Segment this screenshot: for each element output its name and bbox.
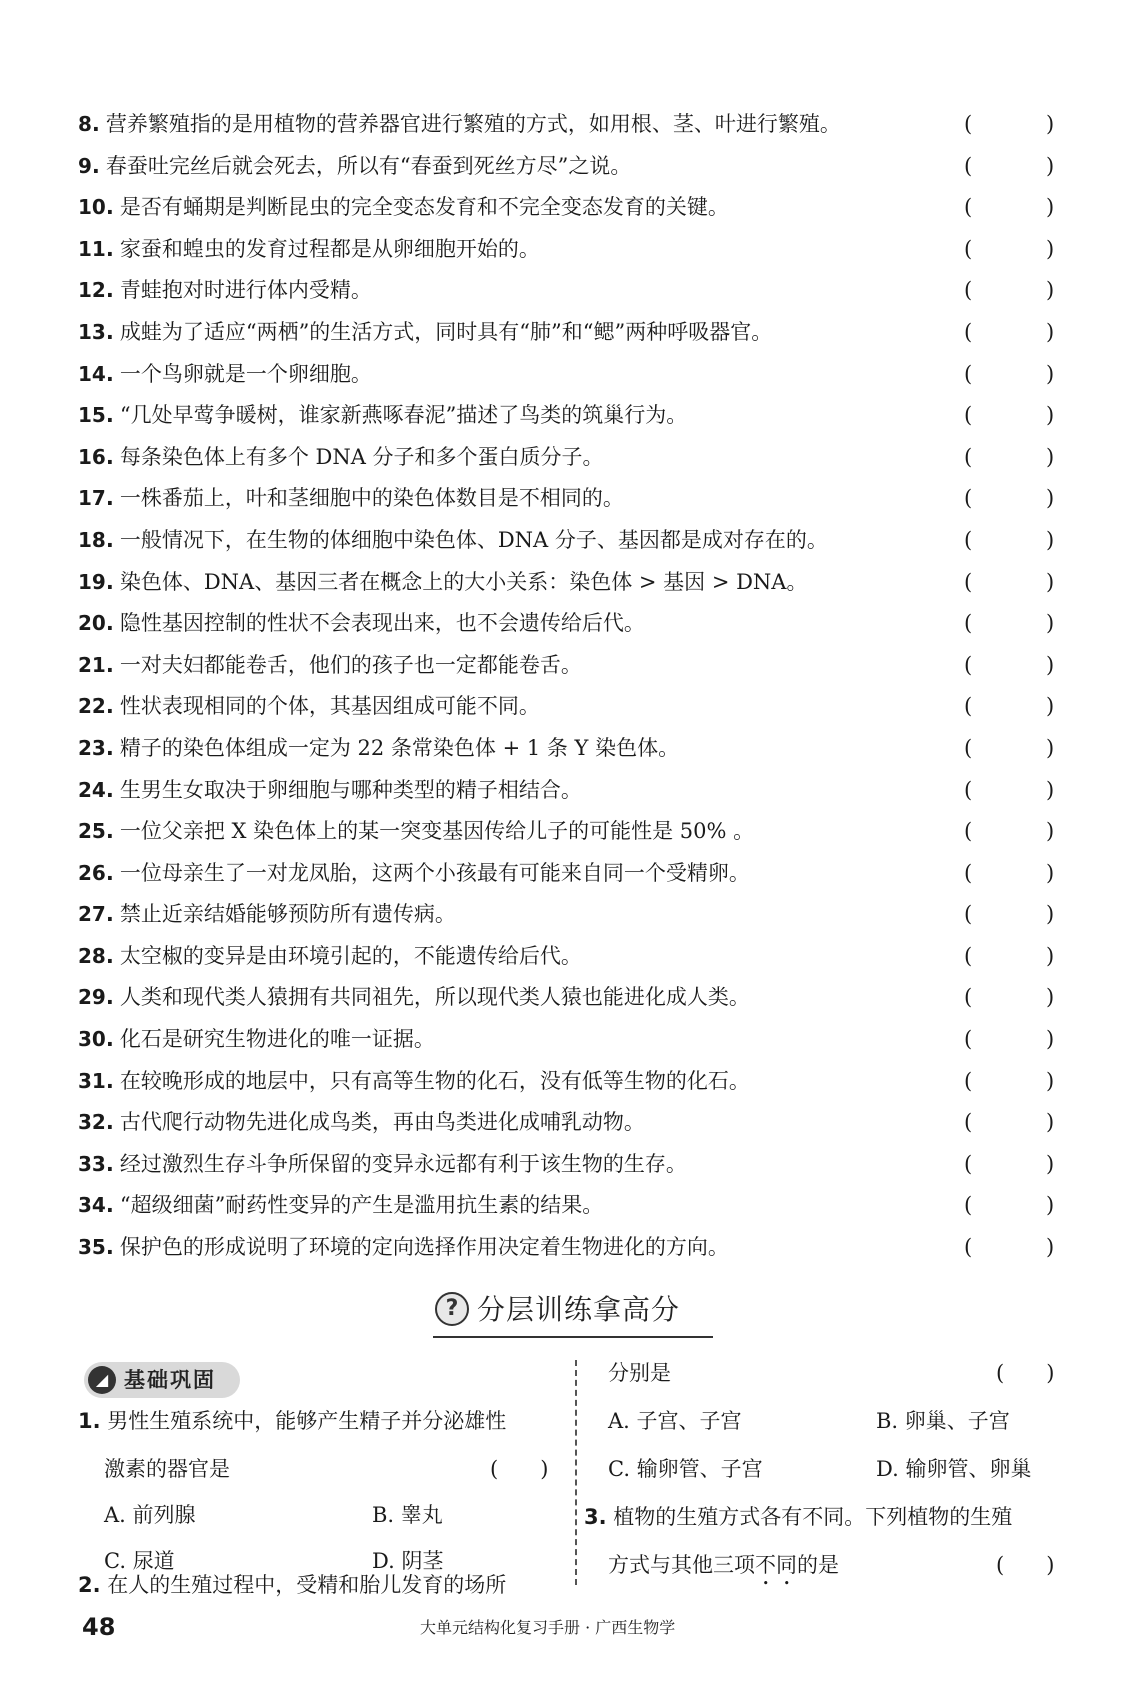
statement-text: 一位父亲把 X 染色体上的某一突变基因传给儿子的可能性是 50% 。 xyxy=(119,819,755,844)
statement-number-dot: . xyxy=(105,569,114,594)
statement-number-dot: . xyxy=(105,195,114,220)
statement-number: 11 xyxy=(78,236,106,261)
answer-paren-open: ( xyxy=(964,569,973,594)
statement-number-dot: . xyxy=(105,486,114,511)
answer-paren-close: ) xyxy=(1046,486,1055,511)
statement-number-dot: . xyxy=(105,860,114,885)
statement-number-dot: . xyxy=(91,112,100,136)
answer-paren-open: ( xyxy=(964,652,973,677)
statement-number: 27 xyxy=(78,902,106,927)
answer-paren-open: ( xyxy=(964,444,973,469)
statement-item xyxy=(78,437,1068,479)
statement-text: 一对夫妇都能卷舌，他们的孩子也一定都能卷舌。 xyxy=(119,652,582,677)
answer-paren-open: ( xyxy=(964,278,973,303)
statement-number-dot: . xyxy=(105,735,114,760)
section-title: 分层训练拿高分 xyxy=(477,1293,681,1326)
statement-item xyxy=(78,1061,1068,1103)
question-3-line1 xyxy=(584,1502,1012,1532)
answer-paren-open: ( xyxy=(964,1193,973,1218)
answer-paren-open: ( xyxy=(964,486,973,511)
statement-text: 隐性基因控制的性状不会表现出来，也不会遗传给后代。 xyxy=(119,611,645,636)
statement-item xyxy=(78,977,1068,1019)
statement-item xyxy=(78,520,1068,562)
statement-item xyxy=(78,270,1068,312)
statement-number: 30 xyxy=(78,1027,106,1052)
statement-number: 15 xyxy=(78,403,106,428)
statement-number-dot: . xyxy=(105,1027,114,1052)
answer-paren-close: ) xyxy=(1046,319,1055,344)
answer-paren-close: ) xyxy=(1046,860,1055,885)
statement-item xyxy=(78,395,1068,437)
statement-item xyxy=(78,354,1068,396)
answer-paren-open: ( xyxy=(964,985,973,1010)
statement-number: 26 xyxy=(78,860,106,885)
question-1-line1 xyxy=(78,1406,506,1436)
answer-paren-close: ) xyxy=(1046,444,1055,469)
answer-paren: ( ) xyxy=(996,1553,1055,1577)
statement-item xyxy=(78,645,1068,687)
answer-paren-close: ) xyxy=(1046,1110,1055,1135)
option-a xyxy=(104,1500,196,1530)
option-letter: C. xyxy=(608,1457,630,1481)
statement-number-dot: . xyxy=(105,527,114,552)
column-divider xyxy=(575,1360,577,1585)
statement-item xyxy=(78,229,1068,271)
answer-paren-open: ( xyxy=(964,1027,973,1052)
statement-item xyxy=(78,146,1068,188)
answer-paren-open: ( xyxy=(964,1151,973,1176)
statement-text: 人类和现代类人猿拥有共同祖先，所以现代类人猿也能进化成人类。 xyxy=(119,985,750,1010)
answer-paren-close: ) xyxy=(1046,1027,1055,1052)
statement-item xyxy=(78,1185,1068,1227)
statement-number: 34 xyxy=(78,1193,106,1218)
statement-text: 营养繁殖指的是用植物的营养器官进行繁殖的方式，如用根、茎、叶进行繁殖。 xyxy=(105,112,841,136)
answer-paren: ( ) xyxy=(490,1457,549,1481)
answer-paren-close: ) xyxy=(1046,195,1055,220)
question-2-line2: 分别是 xyxy=(608,1361,671,1385)
answer-paren-open: ( xyxy=(964,1110,973,1135)
statement-text: 古代爬行动物先进化成鸟类，再由鸟类进化成哺乳动物。 xyxy=(119,1110,645,1135)
statement-number: 20 xyxy=(78,611,106,636)
statement-item xyxy=(78,1102,1068,1144)
page-number: 48 xyxy=(82,1613,116,1641)
option-text: 卵巢、子宫 xyxy=(904,1409,1010,1433)
statement-number-dot: . xyxy=(105,361,114,386)
answer-paren-close: ) xyxy=(1046,527,1055,552)
answer-paren-close: ) xyxy=(1046,569,1055,594)
answer-paren-open: ( xyxy=(964,236,973,261)
statement-text: 一株番茄上，叶和茎细胞中的染色体数目是不相同的。 xyxy=(119,486,624,511)
answer-paren-close: ) xyxy=(1046,1193,1055,1218)
question-text: 的是 xyxy=(797,1553,839,1577)
statement-item xyxy=(78,686,1068,728)
statement-number: 14 xyxy=(78,361,106,386)
statement-number: 13 xyxy=(78,319,106,344)
statement-item xyxy=(78,770,1068,812)
statement-number: 29 xyxy=(78,985,106,1010)
statement-text: 一个鸟卵就是一个卵细胞。 xyxy=(119,361,372,386)
statement-item xyxy=(78,1019,1068,1061)
option-letter: B. xyxy=(876,1409,899,1433)
answer-paren-close: ) xyxy=(1046,777,1055,802)
option-letter: B. xyxy=(372,1503,395,1527)
answer-paren-close: ) xyxy=(1046,1235,1055,1260)
statement-text: 在较晚形成的地层中，只有高等生物的化石，没有低等生物的化石。 xyxy=(119,1068,750,1093)
statement-item xyxy=(78,853,1068,895)
question-text: 在人的生殖过程中，受精和胎儿发育的场所 xyxy=(107,1573,507,1597)
statement-text: 经过激烈生存斗争所保留的变异永远都有利于该生物的生存。 xyxy=(119,1151,687,1176)
statement-item xyxy=(78,187,1068,229)
answer-paren-open: ( xyxy=(964,943,973,968)
statement-item xyxy=(78,936,1068,978)
statement-number-dot: . xyxy=(105,236,114,261)
question-number: 2. xyxy=(78,1573,101,1597)
answer-paren-close: ) xyxy=(1046,735,1055,760)
statement-text: 春蚕吐完丝后就会死去，所以有“春蚕到死丝方尽”之说。 xyxy=(105,153,632,178)
statement-number-dot: . xyxy=(105,1193,114,1218)
stairs-icon: ◢ xyxy=(88,1366,116,1394)
statement-text: 成蛙为了适应“两栖”的生活方式，同时具有“肺”和“鳃”两种呼吸器官。 xyxy=(119,319,773,344)
option-b xyxy=(372,1500,443,1530)
statement-text: 青蛙抱对时进行体内受精。 xyxy=(119,278,372,303)
statement-number: 9 xyxy=(78,153,92,178)
statement-number-dot: . xyxy=(105,943,114,968)
statement-text: “几处早莺争暖树，谁家新燕啄春泥”描述了鸟类的筑巢行为。 xyxy=(119,403,688,428)
answer-paren-open: ( xyxy=(964,902,973,927)
statement-number: 35 xyxy=(78,1235,106,1260)
statement-number: 21 xyxy=(78,652,106,677)
answer-paren-open: ( xyxy=(964,319,973,344)
answer-paren-close: ) xyxy=(1046,361,1055,386)
statement-number: 10 xyxy=(78,195,106,220)
statement-number-dot: . xyxy=(105,278,114,303)
footer-text: 大单元结构化复习手册 · 广西生物学 xyxy=(420,1618,676,1637)
option-letter: D. xyxy=(876,1457,899,1481)
statement-number-dot: . xyxy=(105,611,114,636)
answer-paren-open: ( xyxy=(964,860,973,885)
answer-paren-open: ( xyxy=(964,112,973,136)
statement-item xyxy=(78,1227,1068,1269)
answer-paren-close: ) xyxy=(1046,943,1055,968)
statement-number-dot: . xyxy=(105,902,114,927)
statement-item xyxy=(78,562,1068,604)
statement-text: 化石是研究生物进化的唯一证据。 xyxy=(119,1027,435,1052)
statement-text: 精子的染色体组成一定为 22 条常染色体 + 1 条 Y 染色体。 xyxy=(119,735,680,760)
statement-text: 染色体、DNA、基因三者在概念上的大小关系：染色体 > 基因 > DNA。 xyxy=(119,569,808,594)
answer-paren-close: ) xyxy=(1046,403,1055,428)
answer-paren-open: ( xyxy=(964,777,973,802)
answer-paren-close: ) xyxy=(1046,652,1055,677)
statement-item xyxy=(78,1144,1068,1186)
option-letter: A. xyxy=(608,1409,630,1433)
answer-paren-open: ( xyxy=(964,195,973,220)
answer-paren-open: ( xyxy=(964,1068,973,1093)
statement-text: 禁止近亲结婚能够预防所有遗传病。 xyxy=(119,902,456,927)
statement-number: 19 xyxy=(78,569,106,594)
option-a xyxy=(608,1406,742,1436)
statement-number-dot: . xyxy=(105,985,114,1010)
statement-text: 保护色的形成说明了环境的定向选择作用决定着生物进化的方向。 xyxy=(119,1235,729,1260)
answer-paren-close: ) xyxy=(1046,1151,1055,1176)
statement-number-dot: . xyxy=(105,819,114,844)
option-text: 尿道 xyxy=(132,1549,175,1573)
option-letter: A. xyxy=(104,1503,126,1527)
statement-number-dot: . xyxy=(105,1235,114,1260)
option-text: 前列腺 xyxy=(132,1503,196,1527)
answer-paren-close: ) xyxy=(1046,694,1055,719)
true-false-list xyxy=(78,104,1068,1269)
question-3-line2 xyxy=(608,1550,839,1590)
statement-text: 每条染色体上有多个 DNA 分子和多个蛋白质分子。 xyxy=(119,444,604,469)
answer-paren-close: ) xyxy=(1046,902,1055,927)
statement-number: 24 xyxy=(78,777,106,802)
answer-paren-close: ) xyxy=(1046,278,1055,303)
statement-text: 一般情况下，在生物的体细胞中染色体、DNA 分子、基因都是成对存在的。 xyxy=(119,527,828,552)
option-text: 子宫、子宫 xyxy=(636,1409,742,1433)
statement-item xyxy=(78,603,1068,645)
answer-paren: ( ) xyxy=(996,1361,1055,1385)
statement-number-dot: . xyxy=(105,652,114,677)
answer-paren-close: ) xyxy=(1046,985,1055,1010)
statement-number: 8 xyxy=(78,112,92,136)
option-c xyxy=(608,1454,763,1484)
answer-paren-close: ) xyxy=(1046,819,1055,844)
statement-item xyxy=(78,894,1068,936)
option-text: 输卵管、卵巢 xyxy=(905,1457,1032,1481)
statement-text: 家蚕和蝗虫的发育过程都是从卵细胞开始的。 xyxy=(119,236,540,261)
option-text: 阴茎 xyxy=(401,1549,444,1573)
statement-item xyxy=(78,811,1068,853)
statement-item xyxy=(78,312,1068,354)
question-2-line1 xyxy=(78,1570,506,1600)
option-text: 输卵管、子宫 xyxy=(636,1457,763,1481)
statement-text: 性状表现相同的个体，其基因组成可能不同。 xyxy=(119,694,540,719)
statement-number-dot: . xyxy=(91,153,100,178)
statement-number: 25 xyxy=(78,819,106,844)
statement-item xyxy=(78,478,1068,520)
statement-number-dot: . xyxy=(105,694,114,719)
statement-number: 23 xyxy=(78,735,106,760)
question-text: 方式与其他三项 xyxy=(608,1553,755,1577)
question-number: 3. xyxy=(584,1505,607,1529)
statement-number: 18 xyxy=(78,527,106,552)
statement-number-dot: . xyxy=(105,777,114,802)
answer-paren-open: ( xyxy=(964,694,973,719)
option-b xyxy=(876,1406,1010,1436)
statement-number: 16 xyxy=(78,444,106,469)
question-circle-icon: ? xyxy=(435,1292,469,1326)
answer-paren-open: ( xyxy=(964,527,973,552)
badge-label: 基础巩固 xyxy=(124,1368,216,1392)
question-number: 1. xyxy=(78,1409,101,1433)
statement-number-dot: . xyxy=(105,319,114,344)
answer-paren-close: ) xyxy=(1046,112,1055,136)
statement-text: 是否有蛹期是判断昆虫的完全变态发育和不完全变态发育的关键。 xyxy=(119,195,729,220)
statement-number-dot: . xyxy=(105,1151,114,1176)
option-letter: C. xyxy=(104,1549,126,1573)
statement-number-dot: . xyxy=(105,1068,114,1093)
statement-number: 33 xyxy=(78,1151,106,1176)
statement-number-dot: . xyxy=(105,1110,114,1135)
statement-text: 一位母亲生了一对龙凤胎，这两个小孩最有可能来自同一个受精卵。 xyxy=(119,860,750,885)
emphasized-text: 不同 xyxy=(755,1553,797,1577)
statement-number: 17 xyxy=(78,486,106,511)
statement-text: 太空椒的变异是由环境引起的，不能遗传给后代。 xyxy=(119,943,582,968)
statement-number: 22 xyxy=(78,694,106,719)
question-text: 男性生殖系统中，能够产生精子并分泌雄性 xyxy=(107,1409,507,1433)
statement-number: 32 xyxy=(78,1110,106,1135)
answer-paren-open: ( xyxy=(964,403,973,428)
answer-paren-open: ( xyxy=(964,611,973,636)
statement-item xyxy=(78,104,1068,146)
question-1-line2: 激素的器官是 xyxy=(104,1457,230,1481)
answer-paren-open: ( xyxy=(964,735,973,760)
option-d xyxy=(876,1454,1031,1484)
answer-paren-open: ( xyxy=(964,153,973,178)
question-text: 植物的生殖方式各有不同。下列植物的生殖 xyxy=(613,1505,1013,1529)
answer-paren-close: ) xyxy=(1046,1068,1055,1093)
option-letter: D. xyxy=(372,1549,395,1573)
statement-number: 12 xyxy=(78,278,106,303)
statement-text: “超级细菌”耐药性变异的产生是滥用抗生素的结果。 xyxy=(119,1193,604,1218)
basic-consolidation-badge xyxy=(84,1362,240,1398)
statement-number: 28 xyxy=(78,943,106,968)
answer-paren-open: ( xyxy=(964,361,973,386)
answer-paren-close: ) xyxy=(1046,153,1055,178)
statement-number-dot: . xyxy=(105,403,114,428)
answer-paren-close: ) xyxy=(1046,611,1055,636)
statement-text: 生男生女取决于卵细胞与哪种类型的精子相结合。 xyxy=(119,777,582,802)
option-text: 睾丸 xyxy=(400,1503,443,1527)
statement-item xyxy=(78,728,1068,770)
answer-paren-open: ( xyxy=(964,819,973,844)
answer-paren-close: ) xyxy=(1046,236,1055,261)
statement-number-dot: . xyxy=(105,444,114,469)
statement-number: 31 xyxy=(78,1068,106,1093)
section-header xyxy=(433,1290,713,1338)
answer-paren-open: ( xyxy=(964,1235,973,1260)
